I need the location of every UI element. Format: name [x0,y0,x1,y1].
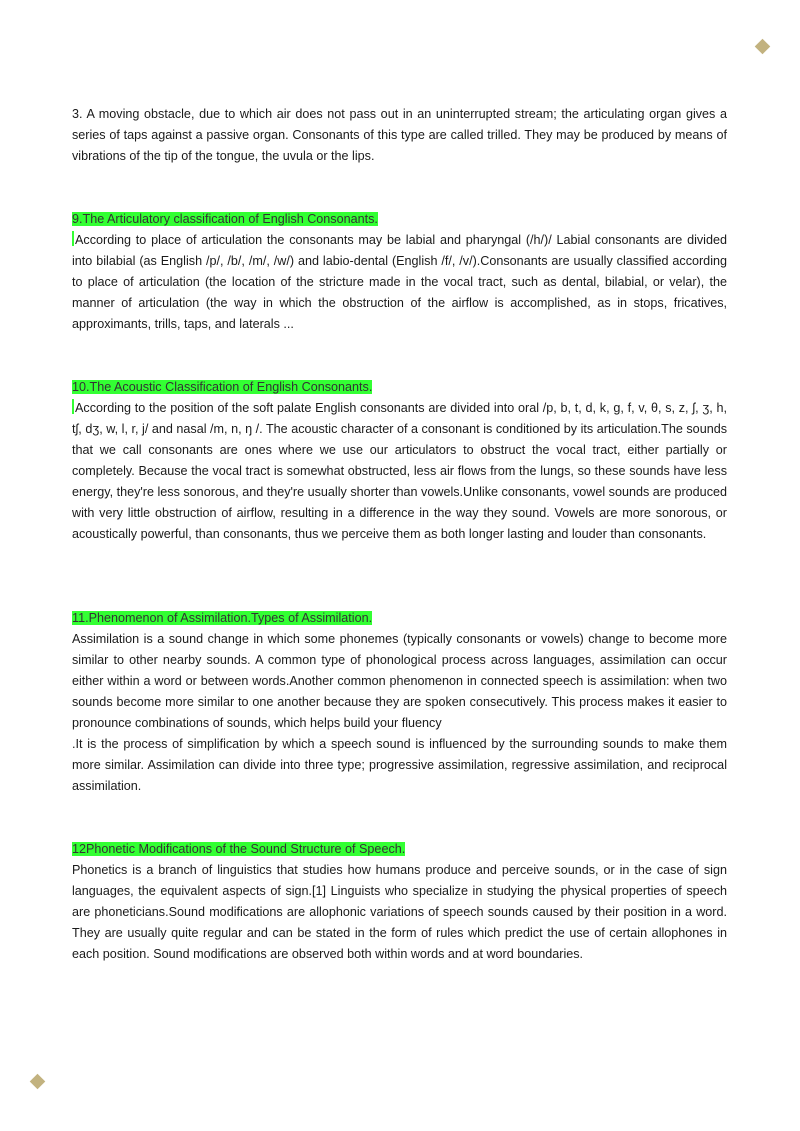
section-body: Assimilation is a sound change in which some phonemes (typically consonants or vowels) change to become more similar to other nearby sounds. A common type of phonological process across languages, assimilation can occur either within a word or between words.Another common phenomenon in connected speech is assimilation: when two sounds become more similar to one another because they are spoken consecutively. This process makes it easier to pronounce combinations of sounds, which helps build your fluency [72,632,727,730]
section-body: According to the position of the soft palate English consonants are divided into oral /p, b, t, d, k, g, f, v, θ, s, z, ʃ, ʒ, h, tʃ, dʒ, w, l, r, j/ and nasal /m, n, ŋ /. The acoustic character of a consonant is conditioned by its articulation.The sounds that we call consonants are ones where we use our articulators to obstruct the vocal tract, either partially or completely. Because the vocal tract is somewhat obstructed, less air flows from the lungs, so these sounds have less energy, they're less sonorous, and they're usually shorter than vowels.Unlike consonants, vowel sounds are produced with very little obstruction of airflow, resulting in a difference in the way they sound. Vowels are more sonorous, or acoustically powerful, than consonants, thus we perceive them as both longer lasting and louder than consonants. [72,401,727,541]
section-body: Phonetics is a branch of linguistics that studies how humans produce and perceive sounds, or in the case of sign languages, the equivalent aspects of sign.[1] Linguists who specialize in studying the physical properties of speech are phoneticians.Sound modifications are allophonic variations of speech sounds caused by their position in a word. They are usually quite regular and can be stated in the form of rules which predict the use of certain allophones in each position. Sound modifications are observed both within words and at word boundaries. [72,863,727,961]
section-12 [72,839,727,965]
section-body: According to place of articulation the consonants may be labial and pharyngal (/h/)/ Labial consonants are divided into bilabial (as English /p/, /b/, /m/, /w/) and labio-dental (English /f/, /v/).Consonants are usually classified according to place of articulation (the location of the stricture made in the vocal tract, such as dental, bilabial, or velar), the manner of articulation (the way in which the obstruction of the airflow is accomplished, as in stops, fricatives, approximants, trills, taps, and laterals ... [72,233,727,331]
section-heading: 10.The Acoustic Classification of English Consonants. [72,380,373,394]
highlight-marker [72,231,74,246]
document-body [72,104,727,965]
section-9 [72,209,727,335]
diamond-ornament-icon [30,1074,46,1090]
section-heading: 11.Phenomenon of Assimilation.Types of Assimilation. [72,611,373,625]
section-heading: 9.The Articulatory classification of English Consonants. [72,212,378,226]
diamond-ornament-icon [755,39,771,55]
section-11 [72,608,727,797]
section-10 [72,377,727,545]
section-heading: 12Phonetic Modifications of the Sound Structure of Speech. [72,842,406,856]
highlight-marker [72,399,74,414]
section-body-continued: .It is the process of simplification by which a speech sound is influenced by the surrounding sounds to make them more similar. Assimilation can divide into three type; progressive assimilation, regressive assimilation, and reciprocal assimilation. [72,737,727,793]
paragraph-3: 3. A moving obstacle, due to which air does not pass out in an uninterrupted stream; the articulating organ gives a series of taps against a passive organ. Consonants of this type are called trilled. They may be produced by means of vibrations of the tip of the tongue, the uvula or the lips. [72,107,727,163]
